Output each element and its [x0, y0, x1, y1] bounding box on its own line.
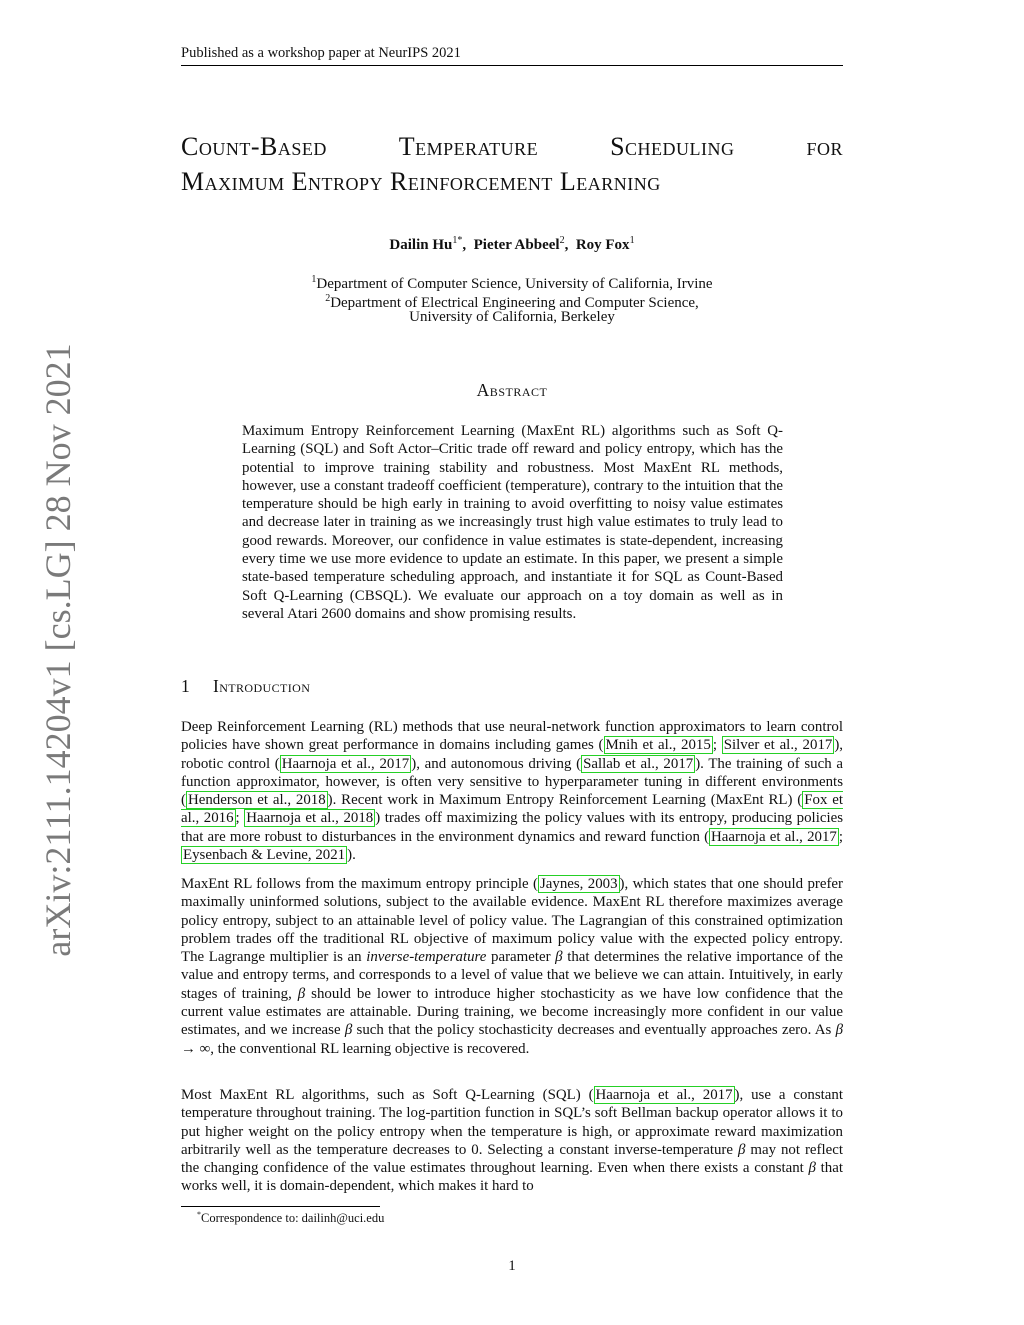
author-star: * [457, 235, 463, 246]
author-mark: 1 [452, 235, 458, 246]
author-name: Dailin Hu [389, 237, 453, 253]
citation-link[interactable]: Haarnoja et al., 2018 [246, 810, 374, 827]
beta-symbol: β [555, 949, 563, 966]
arxiv-stamp: arXiv:2111.14204v1 [cs.LG] 28 Nov 2021 [38, 343, 78, 957]
citation-link[interactable]: Fox et al., 2016 [181, 792, 843, 827]
footnote-rule [181, 1206, 380, 1207]
venue-header: Published as a workshop paper at NeurIPS 2021 [181, 45, 461, 61]
citation-link[interactable]: Haarnoja et al., 2017 [595, 1087, 733, 1103]
emphasis: inverse-temperature [366, 949, 487, 966]
footnote-mark: * [197, 1210, 201, 1219]
section-heading [181, 676, 310, 697]
title-word: Temperature [398, 132, 539, 161]
abstract-text: Maximum Entropy Reinforcement Learning (MaxEnt RL) algorithms such as Soft Q-Learning (SQL) and Soft Actor–Critic trade off reward and policy entropy, which has the potential to improve training stability and robustness. Most MaxEnt RL methods, however, use a constant tradeoff coefficient (temperature), contrary to the intuition that the temperature should be high early in training to avoid overfitting to noisy value estimates and decrease later in training as we increasingly trust high value estimates to truly lead to good rewards. Moreover, our confidence in value estimates is state-dependent, increasing every time we use more evidence to update an estimate. In this paper, we present a simple state-based temperature scheduling approach, and instantiate it for SQL as Count-Based Soft Q-Learning (CBSQL). We evaluate our approach on a toy domain as well as in several Atari 2600 domains and show promising results. [242, 423, 783, 622]
affiliation-text: Department of Computer Science, University of California, Irvine [316, 276, 713, 292]
abstract-heading: Abstract [476, 380, 548, 400]
beta-symbol: β [737, 1141, 746, 1158]
author-list: Dailin $Hu^{1*}$, Pieter Abbeel$^2$, Roy Fox$^1$ [389, 235, 635, 253]
citation-link[interactable]: Eysenbach & Levine, 2021 [183, 847, 346, 864]
footnote-text: Correspondence to: dailinh@uci.edu [201, 1211, 385, 1226]
citation-link[interactable]: Silver et al., 2017 [723, 737, 833, 754]
citation-link[interactable]: Haarnoja et al., 2017 [711, 828, 837, 845]
author-name: Roy Fox [575, 237, 630, 253]
beta-limit: β → ∞ [181, 1022, 843, 1057]
affiliation-text: Department of Electrical Engineering and Computer Science, [330, 295, 699, 311]
citation-link[interactable]: Sallab et al., 2017 [583, 755, 694, 772]
title-word: Scheduling [610, 132, 735, 161]
author-name: Pieter Abbeel [473, 237, 560, 253]
header-rule [181, 65, 843, 66]
footnote [197, 1210, 384, 1226]
affiliation-mark: 2 [325, 293, 331, 304]
citation-link[interactable]: Jaynes, 2003 [539, 876, 618, 892]
citation-link[interactable]: Henderson et al., 2018 [187, 792, 326, 809]
section-number: 1 [181, 676, 191, 696]
paper-title-line1 [181, 132, 843, 162]
beta-symbol: β [808, 1160, 816, 1177]
page-number: 1 [508, 1258, 516, 1274]
author-mark: 2 [559, 235, 565, 246]
author-mark: 1 [629, 235, 635, 246]
title-word: Count-Based [181, 132, 327, 161]
title-word: for [806, 132, 843, 161]
beta-symbol: β [344, 1022, 353, 1039]
intro-paragraph-2: MaxEnt RL follows from the maximum entropy principle ( Jaynes, 2003 ), which states that one should prefer maximally uninformed solutions, subject to the available evidence. MaxEnt RL therefore maximizes average policy entropy, subject to an attainable level of policy value. The Lagrangian of this constrained optimization problem trades off the traditional RL objective of maximum policy value with the expected policy entropy. The Lagrange multiplier is an inverse-temperature parameter β that determines the relative importance of the value and entropy terms, and corresponds to a level of value that we believe we can attain. Intuitively, in early stages of training, β should be lower to introduce higher stochasticity as we have low confidence that the current value estimates are attainable. During training, we become increasingly more confident in our value estimates, and we increase β such that the policy stochasticity decreases and eventually approaches zero. As β → ∞, the conventional RL learning objective is recovered. [181, 876, 843, 1057]
intro-paragraph-1: Deep Reinforcement Learning (RL) methods that use neural-network function approximators to learn control policies have shown great performance in domains including games ( Mnih et al., 2015 ; Silver et al., 2017 ), robotic control ( Haarnoja et al., 2017 ), and autonomous driving ( Sallab et al., 2017 ). The training of such a function approximator, however, is often very sensitive to hyperparameter tuning in different environments ( Henderson et al., 2018 ). Recent work in Maximum Entropy Reinforcement Learning (MaxEnt RL) ( Fox et al., 2016 ; Haarnoja et al., 2018 ) trades off maximizing the policy values with its entropy, producing policies that are more robust to disturbances in the environment dynamics and reward function ( Haarnoja et al., 2017 ; Eysenbach & Levine, 2021 ). [181, 719, 844, 864]
citation-link[interactable]: Haarnoja et al., 2017 [281, 755, 410, 772]
affiliation-mark: 1 [311, 274, 317, 285]
beta-symbol: β [297, 985, 306, 1002]
affiliation-3: University of California, Berkeley [409, 309, 615, 325]
paper-title-line2: Maximum Entropy Reinforcement Learning [181, 167, 661, 196]
citation-link[interactable]: Mnih et al., 2015 [605, 737, 711, 754]
intro-paragraph-3: Most MaxEnt RL algorithms, such as Soft Q-Learning (SQL) ( Haarnoja et al., 2017 ), use a constant temperature throughout training. The log-partition function in SQL’s soft Bellman backup operator allows it to put higher weight on the policy entropy when the temperature is high, or approximate reward maximization arbitrarily well as the temperature decreases to 0. Selecting a constant inverse-temperature β may not reflect the changing confidence of the value estimates throughout learning. Even when there exists a constant β that works well, it is domain-dependent, which makes it hard to [181, 1087, 843, 1195]
section-title: Introduction [213, 676, 311, 696]
